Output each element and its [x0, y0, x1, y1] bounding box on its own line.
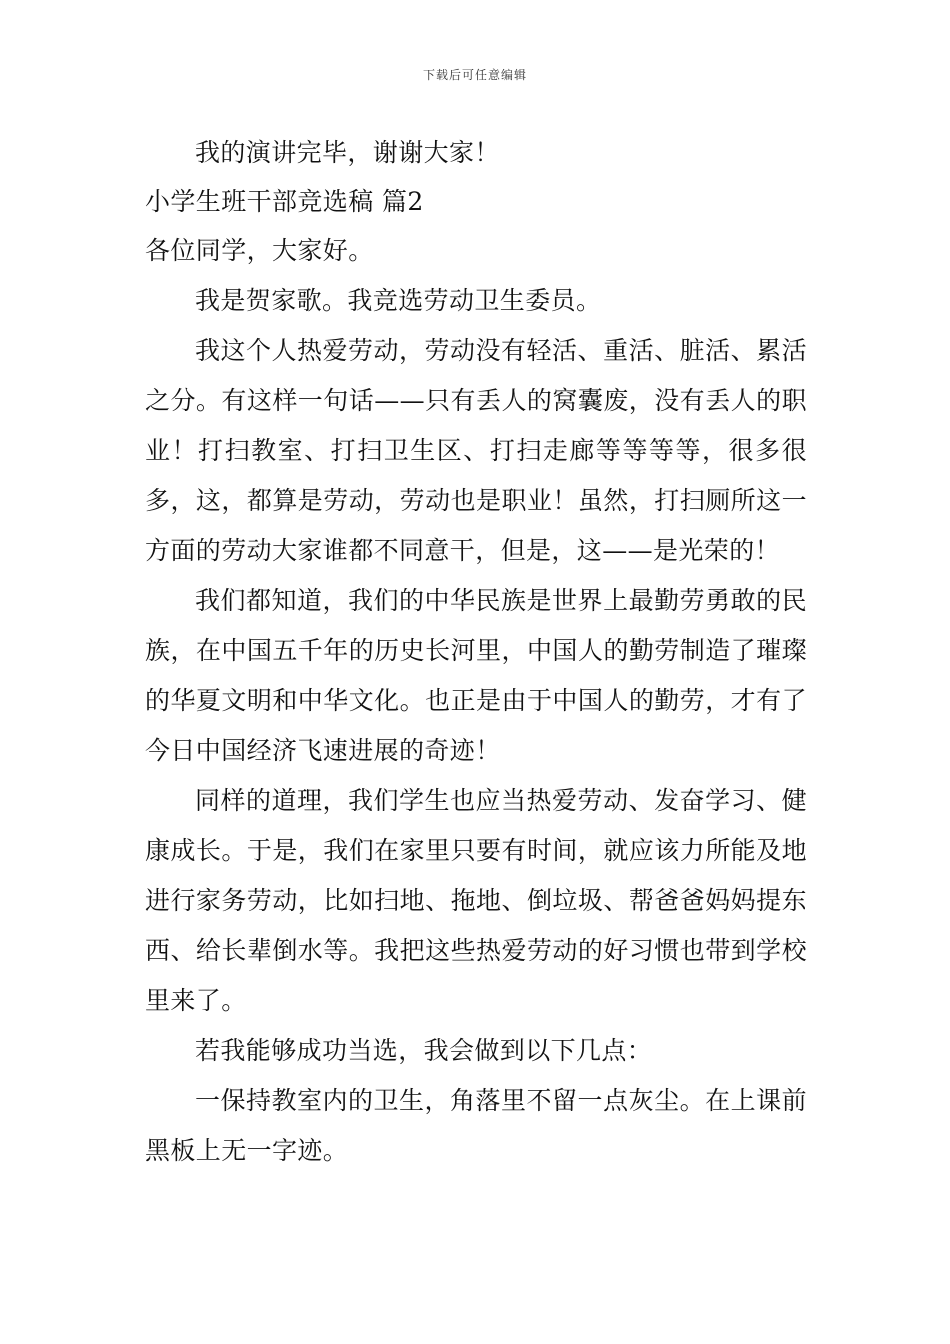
- header-note: 下载后可任意编辑: [422, 68, 527, 82]
- closing-line: 我的演讲完毕，谢谢大家！: [195, 138, 500, 167]
- paragraph-labor: 我这个人热爱劳动，劳动没有轻活、重活、脏活、累活之分。有这样一句话——只有丢人的窝囊废，没有丢人的职业！打扫教室、打扫卫生区、打扫走廊等等等等，很多很多，这，都算是劳动，劳动也是职业！虽然，打扫厕所这一方面的劳动大家谁都不同意干，但是，这——是光荣的！: [145, 336, 807, 565]
- section-title: 小学生班干部竞选稿 篇2: [145, 187, 424, 216]
- paragraph-promise: 若我能够成功当选，我会做到以下几点：: [195, 1036, 653, 1065]
- paragraph-nation: 我们都知道，我们的中华民族是世界上最勤劳勇敢的民族，在中国五千年的历史长河里，中国人的勤劳制造了璀璨的华夏文明和中华文化。也正是由于中国人的勤劳，才有了今日中国经济飞速进展的奇迹！: [145, 586, 807, 765]
- paragraph-intro: 我是贺家歌。我竞选劳动卫生委员。: [195, 286, 602, 315]
- paragraph-point-one: 一保持教室内的卫生，角落里不留一点灰尘。在上课前黑板上无一字迹。: [145, 1086, 807, 1165]
- document-body: [145, 128, 807, 1176]
- paragraph-students: 同样的道理，我们学生也应当热爱劳动、发奋学习、健康成长。于是，我们在家里只要有时间，就应该力所能及地进行家务劳动，比如扫地、拖地、倒垃圾、帮爸爸妈妈提东西、给长辈倒水等。我把这些热爱劳动的好习惯也带到学校里来了。: [145, 786, 807, 1015]
- greeting: 各位同学，大家好。: [145, 236, 374, 265]
